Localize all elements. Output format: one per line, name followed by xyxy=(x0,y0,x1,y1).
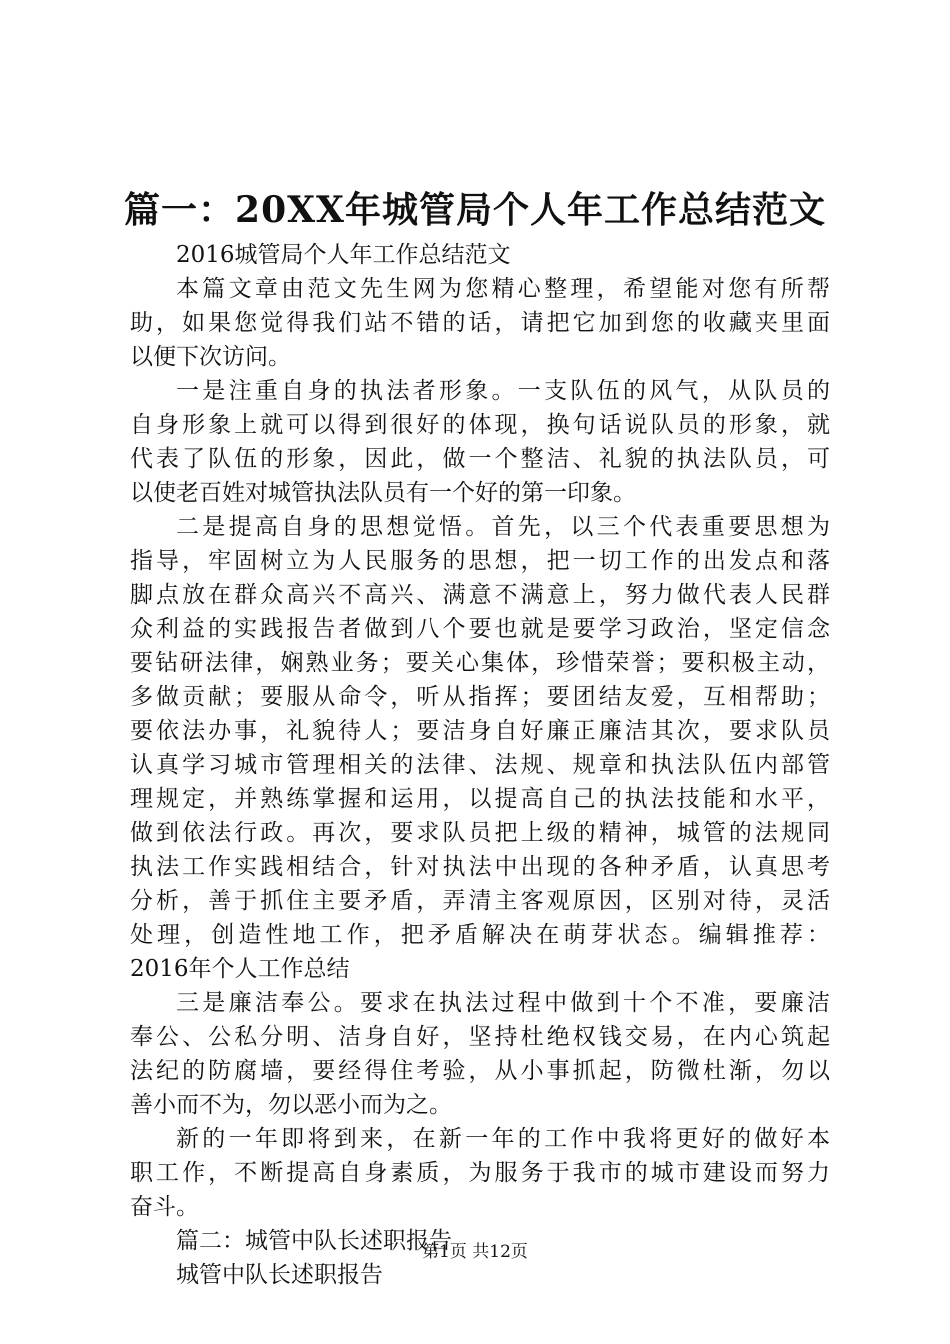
text-line: 处理，创造性地工作，把矛盾解决在萌芽状态。编辑推荐： xyxy=(130,922,830,948)
text-line: 自身形象上就可以得到很好的体现，换句话说队员的形象，就 xyxy=(130,412,830,438)
text-line: 篇二：城管中队长述职报告 xyxy=(176,1228,452,1254)
text-line: 要依法办事，礼貌待人；要洁身自好廉正廉洁其次，要求队员 xyxy=(130,718,830,744)
text-line: 理规定，并熟练掌握和运用，以提高自己的执法技能和水平， xyxy=(130,786,830,812)
text-line: 职工作，不断提高自身素质，为服务于我市的城市建设而努力 xyxy=(130,1160,830,1186)
text-line: 奋斗。 xyxy=(130,1194,199,1220)
page-title: 篇一：20XX年城管局个人年工作总结范文 xyxy=(124,189,826,231)
text-line: 善小而不为，勿以恶小而为之。 xyxy=(130,1092,452,1118)
text-line: 代表了队伍的形象，因此，做一个整洁、礼貌的执法队员，可 xyxy=(130,446,830,472)
text-line: 法纪的防腐墙，要经得住考验，从小事抓起，防微杜渐，勿以 xyxy=(130,1058,830,1084)
text-line: 指导，牢固树立为人民服务的思想，把一切工作的出发点和落 xyxy=(130,548,830,574)
text-line: 做到依法行政。再次，要求队员把上级的精神，城管的法规同 xyxy=(130,820,830,846)
text-line: 认真学习城市管理相关的法律、法规、规章和执法队伍内部管 xyxy=(130,752,830,778)
text-line: 多做贡献；要服从命令，听从指挥；要团结友爱，互相帮助； xyxy=(130,684,830,710)
text-line: 要钻研法律，娴熟业务；要关心集体，珍惜荣誉；要积极主动， xyxy=(130,650,830,676)
text-line: 脚点放在群众高兴不高兴、满意不满意上，努力做代表人民群 xyxy=(130,582,830,608)
text-line: 以便下次访问。 xyxy=(130,344,291,370)
document-body xyxy=(130,238,830,1292)
text-line: 城管中队长述职报告 xyxy=(176,1262,383,1288)
text-line: 本篇文章由范文先生网为您精心整理，希望能对您有所帮 xyxy=(176,276,830,302)
text-line: 2016年个人工作总结 xyxy=(130,956,350,982)
text-line: 2016城管局个人年工作总结范文 xyxy=(176,242,511,268)
text-line: 奉公、公私分明、洁身自好，坚持杜绝权钱交易，在内心筑起 xyxy=(130,1024,830,1050)
text-line: 一是注重自身的执法者形象。一支队伍的风气，从队员的 xyxy=(176,378,830,404)
text-line: 新的一年即将到来，在新一年的工作中我将更好的做好本 xyxy=(176,1126,830,1152)
text-line: 分析，善于抓住主要矛盾，弄清主客观原因，区别对待，灵活 xyxy=(130,888,830,914)
text-line: 以使老百姓对城管执法队员有一个好的第一印象。 xyxy=(130,480,636,506)
text-line: 众利益的实践报告者做到八个要也就是要学习政治，坚定信念 xyxy=(130,616,830,642)
text-line: 三是廉洁奉公。要求在执法过程中做到十个不准，要廉洁 xyxy=(176,990,830,1016)
text-line: 助，如果您觉得我们站不错的话，请把它加到您的收藏夹里面 xyxy=(130,310,830,336)
page-footer: 第1页 共12页 xyxy=(422,1242,528,1262)
text-line: 执法工作实践相结合，针对执法中出现的各种矛盾，认真思考 xyxy=(130,854,830,880)
text-line: 二是提高自身的思想觉悟。首先，以三个代表重要思想为 xyxy=(176,514,830,540)
